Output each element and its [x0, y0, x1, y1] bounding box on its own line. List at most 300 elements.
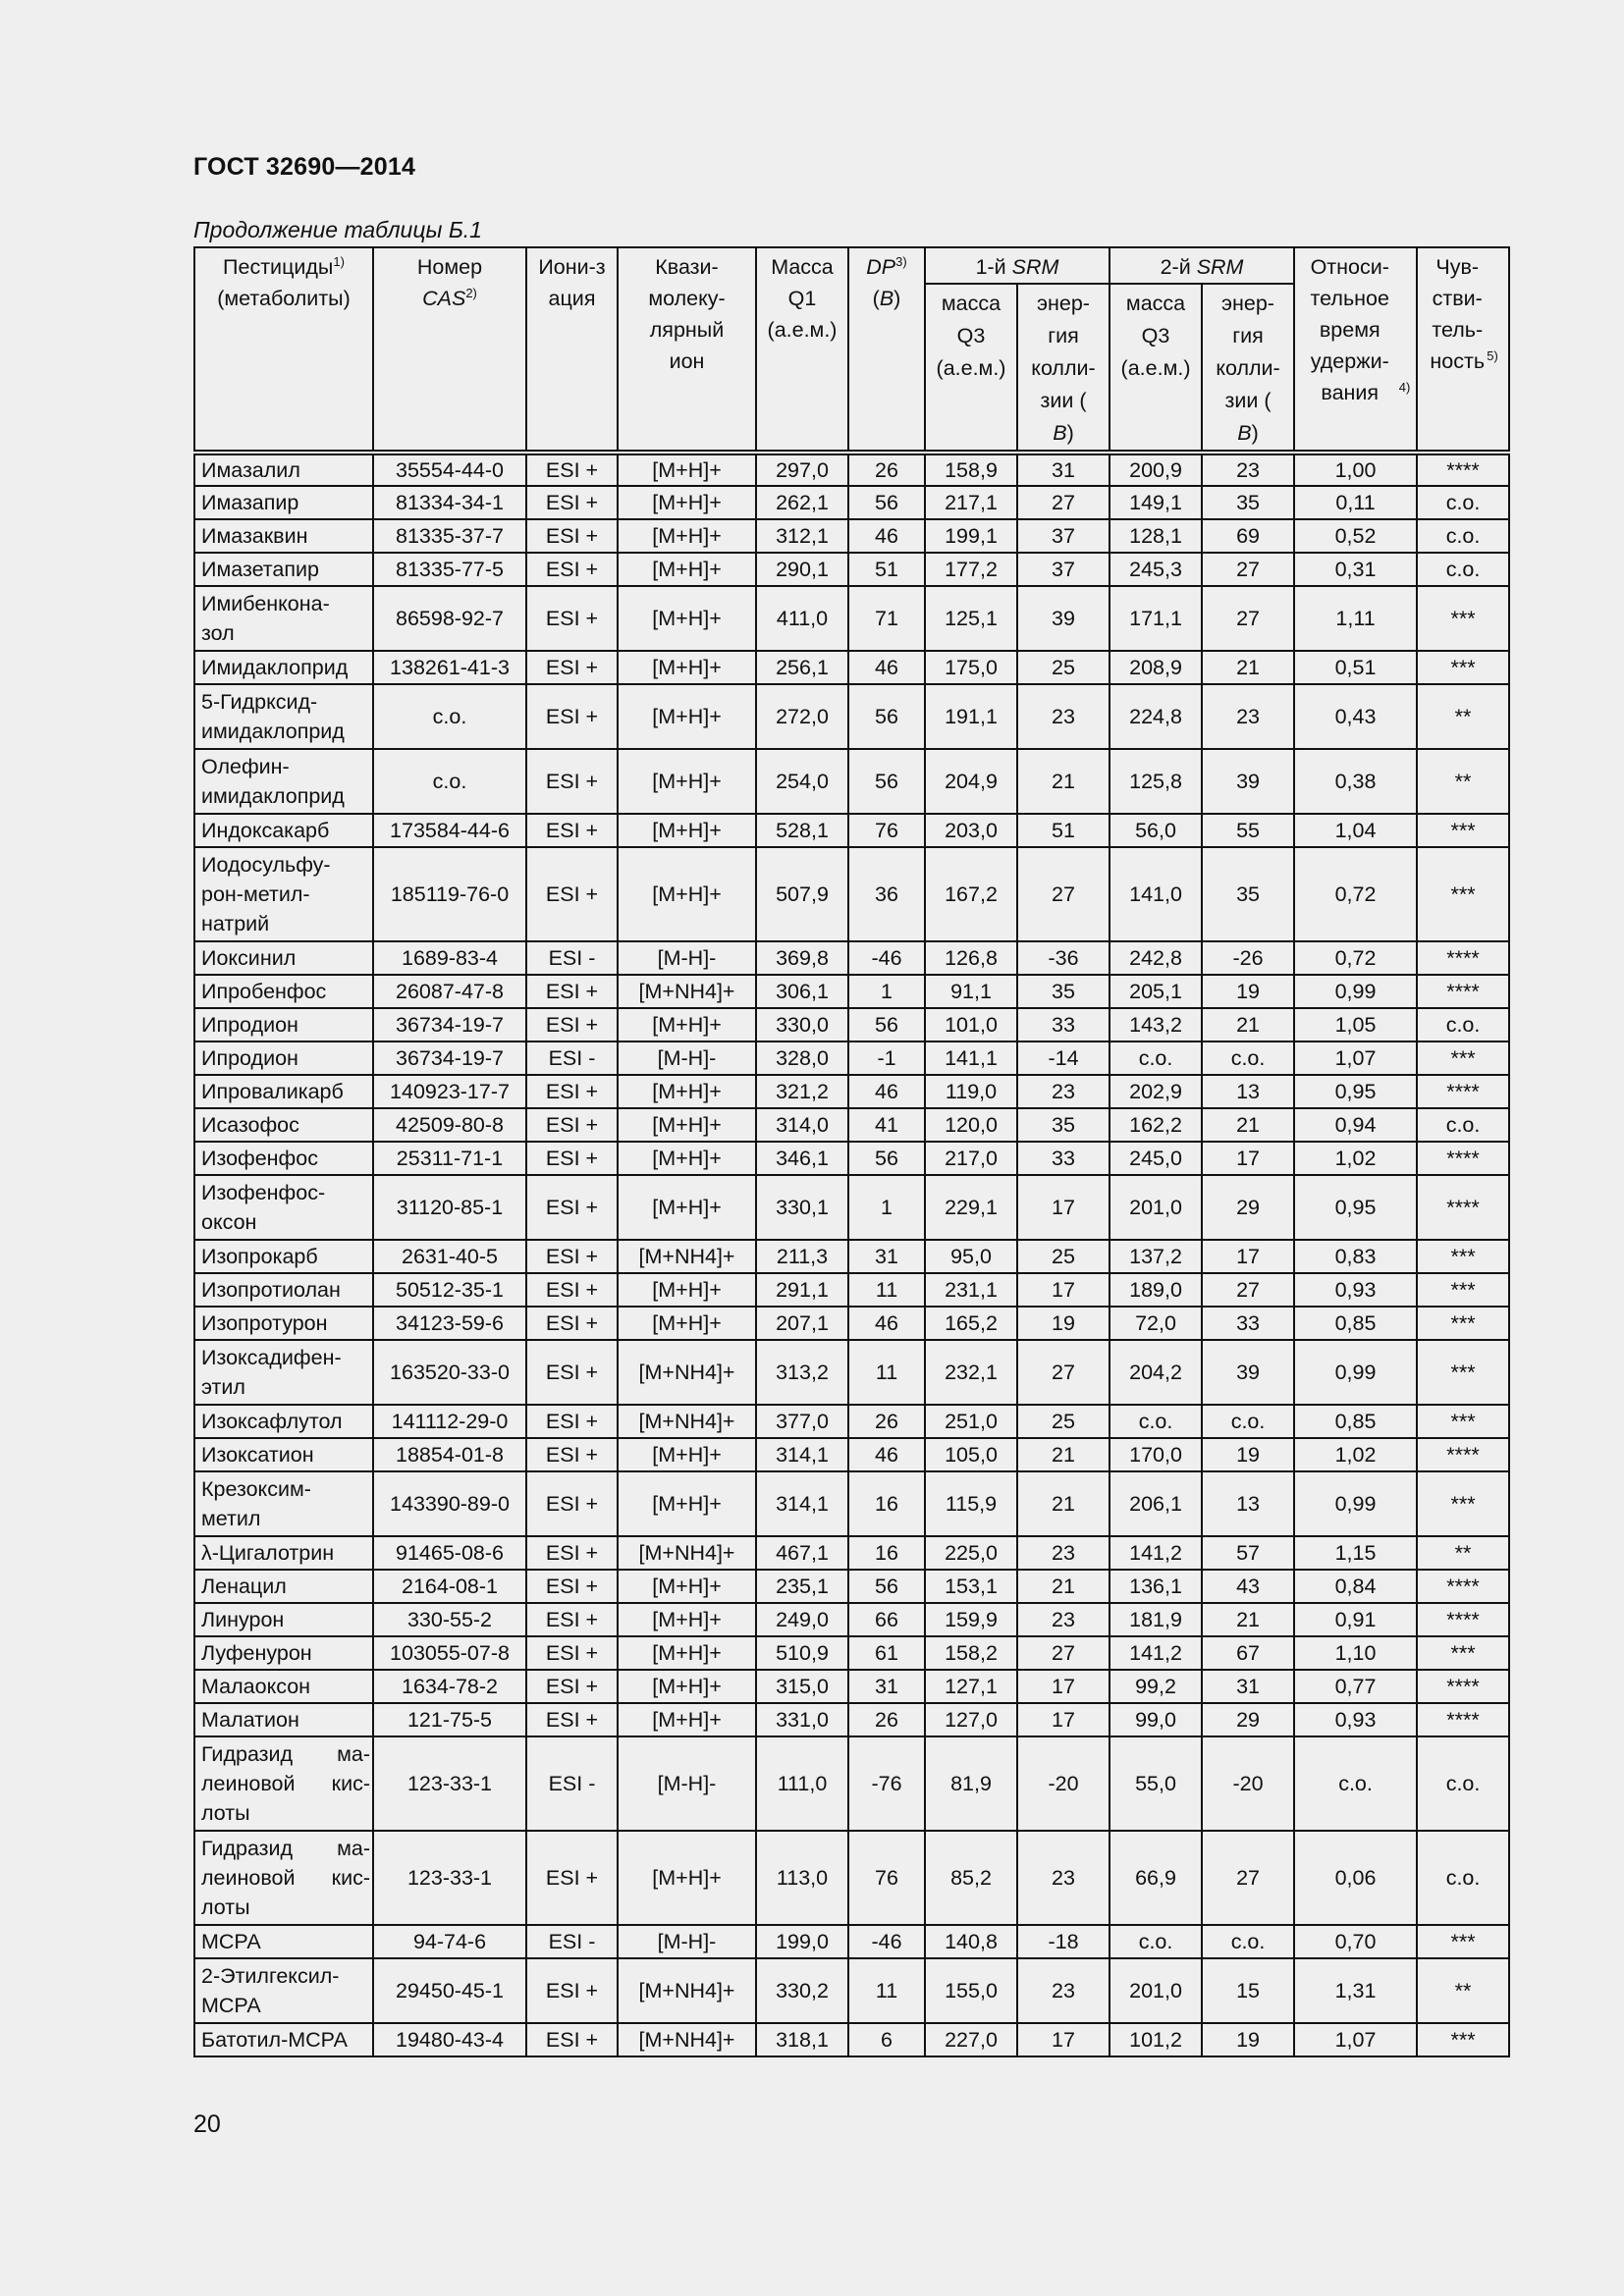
cell-sensitivity: c.o. — [1417, 519, 1509, 553]
cell-srm1-q3: 229,1 — [925, 1175, 1017, 1240]
cell-srm2-energy: 33 — [1202, 1307, 1294, 1340]
cell-pesticide-name: Имазапир — [194, 486, 373, 519]
cell-sensitivity: *** — [1417, 1636, 1509, 1670]
cell-quasi-ion: [M+H]+ — [618, 814, 756, 847]
cell-srm1-energy: 21 — [1017, 749, 1110, 814]
cell-q1-mass: 510,9 — [756, 1636, 848, 1670]
cell-srm1-q3: 126,8 — [925, 941, 1017, 975]
cell-dp-value: -76 — [848, 1736, 925, 1831]
cell-srm2-q3: 55,0 — [1110, 1736, 1202, 1831]
cell-srm2-energy: c.o. — [1202, 1041, 1294, 1075]
cell-pesticide-name — [194, 684, 373, 749]
cell-q1-mass: 256,1 — [756, 651, 848, 684]
table-row — [194, 1240, 1509, 1273]
cell-dp-value: 46 — [848, 1075, 925, 1108]
col-header-cas-abbr: CAS — [422, 287, 466, 310]
pesticide-name-line: имидаклоприд — [201, 720, 345, 743]
footnote-ref: 5) — [1487, 347, 1498, 363]
cell-dp-value: -1 — [848, 1041, 925, 1075]
cell-srm1-q3: 158,9 — [925, 453, 1017, 486]
table-header — [194, 247, 1509, 453]
cell-srm1-energy: 35 — [1017, 1108, 1110, 1142]
cell-srm1-q3: 81,9 — [925, 1736, 1017, 1831]
col-header-srm1 — [925, 247, 1110, 284]
cell-quasi-ion: [M+H]+ — [618, 1670, 756, 1703]
cell-srm2-q3: 141,0 — [1110, 847, 1202, 941]
cell-cas-number: 94-74-6 — [373, 1925, 526, 1958]
cell-pesticide-name: Изофенфос — [194, 1142, 373, 1175]
cell-sensitivity: **** — [1417, 1175, 1509, 1240]
cell-pesticide-name — [194, 847, 373, 941]
cell-cas-number: 42509-80-8 — [373, 1108, 526, 1142]
cell-dp-value: 76 — [848, 1831, 925, 1925]
col-header-srm2 — [1110, 247, 1294, 284]
cell-cas-number: 31120-85-1 — [373, 1175, 526, 1240]
table-row — [194, 1340, 1509, 1405]
cell-cas-number: 26087-47-8 — [373, 975, 526, 1008]
cell-srm1-energy: 25 — [1017, 1240, 1110, 1273]
cell-dp-value: 16 — [848, 1536, 925, 1570]
cell-srm1-energy: 27 — [1017, 1636, 1110, 1670]
cell-cas-number: 185119-76-0 — [373, 847, 526, 941]
col-header-pesticide — [194, 247, 373, 453]
table-row — [194, 1075, 1509, 1108]
cell-srm2-q3: 101,2 — [1110, 2023, 1202, 2056]
cell-sensitivity: **** — [1417, 1438, 1509, 1471]
cell-sensitivity: c.o. — [1417, 1008, 1509, 1041]
cell-ionization: ESI + — [526, 651, 618, 684]
cell-srm1-q3: 141,1 — [925, 1041, 1017, 1075]
cell-srm1-energy: 25 — [1017, 1405, 1110, 1438]
cell-srm1-q3: 85,2 — [925, 1831, 1017, 1925]
table-row — [194, 586, 1509, 651]
cell-pesticide-name: Ленацил — [194, 1570, 373, 1603]
cell-cas-number: 138261-41-3 — [373, 651, 526, 684]
unit-volt: B — [1237, 421, 1252, 445]
cell-srm1-energy: -18 — [1017, 1925, 1110, 1958]
cell-retention-time: 1,07 — [1294, 1041, 1417, 1075]
cell-pesticide-name: Изопротурон — [194, 1307, 373, 1340]
cell-retention-time: 0,93 — [1294, 1273, 1417, 1307]
pesticide-name-line: Гидразид ма- — [201, 1742, 370, 1766]
cell-srm2-energy: c.o. — [1202, 1925, 1294, 1958]
cell-sensitivity: *** — [1417, 651, 1509, 684]
cell-retention-time: 0,85 — [1294, 1307, 1417, 1340]
cell-ionization: ESI + — [526, 975, 618, 1008]
cell-quasi-ion: [M-H]- — [618, 1736, 756, 1831]
cell-ionization: ESI + — [526, 1240, 618, 1273]
cell-srm2-energy: 35 — [1202, 486, 1294, 519]
cell-cas-number: 34123-59-6 — [373, 1307, 526, 1340]
cell-retention-time: 1,10 — [1294, 1636, 1417, 1670]
cell-srm2-q3: c.o. — [1110, 1405, 1202, 1438]
cell-pesticide-name: Изопрокарб — [194, 1240, 373, 1273]
cell-srm1-q3: 159,9 — [925, 1603, 1017, 1636]
table-body — [194, 453, 1509, 2056]
pesticide-name-line: имидаклоприд — [201, 784, 345, 808]
cell-srm1-q3: 95,0 — [925, 1240, 1017, 1273]
cell-quasi-ion: [M+NH4]+ — [618, 1240, 756, 1273]
cell-cas-number: c.o. — [373, 684, 526, 749]
cell-retention-time: 0,38 — [1294, 749, 1417, 814]
cell-srm2-q3: 72,0 — [1110, 1307, 1202, 1340]
cell-srm1-q3: 227,0 — [925, 2023, 1017, 2056]
cell-retention-time: 0,43 — [1294, 684, 1417, 749]
cell-srm2-energy: c.o. — [1202, 1405, 1294, 1438]
cell-quasi-ion: [M+NH4]+ — [618, 1958, 756, 2023]
col-header-sensitivity — [1417, 247, 1509, 453]
cell-dp-value: 56 — [848, 486, 925, 519]
cell-srm2-q3: 200,9 — [1110, 453, 1202, 486]
cell-pesticide-name: Ипродион — [194, 1008, 373, 1041]
cell-srm1-energy: 21 — [1017, 1471, 1110, 1536]
cell-ionization: ESI + — [526, 1471, 618, 1536]
srm1-text: 1-й — [975, 255, 1012, 279]
cell-srm1-q3: 177,2 — [925, 553, 1017, 586]
cell-ionization: ESI + — [526, 814, 618, 847]
cell-sensitivity: *** — [1417, 1925, 1509, 1958]
table-row — [194, 1471, 1509, 1536]
cell-dp-value: 46 — [848, 1438, 925, 1471]
cell-dp-value: 26 — [848, 453, 925, 486]
cell-cas-number: 50512-35-1 — [373, 1273, 526, 1307]
cell-srm2-energy: 39 — [1202, 749, 1294, 814]
cell-q1-mass: 377,0 — [756, 1405, 848, 1438]
cell-q1-mass: 111,0 — [756, 1736, 848, 1831]
cell-srm2-q3: 189,0 — [1110, 1273, 1202, 1307]
unit-paren-open: ( — [872, 287, 880, 310]
cell-srm2-energy: -20 — [1202, 1736, 1294, 1831]
pesticide-name-line: Изофенфос- — [201, 1181, 326, 1204]
cell-q1-mass: 315,0 — [756, 1670, 848, 1703]
cell-retention-time: 0,72 — [1294, 941, 1417, 975]
cell-pesticide-name: Исазофос — [194, 1108, 373, 1142]
cell-q1-mass: 312,1 — [756, 519, 848, 553]
cell-ionization: ESI + — [526, 749, 618, 814]
cell-retention-time: 0,11 — [1294, 486, 1417, 519]
table-row — [194, 1703, 1509, 1736]
cell-srm2-energy: 69 — [1202, 519, 1294, 553]
cell-sensitivity: *** — [1417, 1471, 1509, 1536]
table-row — [194, 1670, 1509, 1703]
cell-cas-number: 2631-40-5 — [373, 1240, 526, 1273]
cell-srm1-q3: 105,0 — [925, 1438, 1017, 1471]
cell-pesticide-name — [194, 1958, 373, 2023]
footnote-ref: 1) — [333, 253, 345, 269]
cell-quasi-ion: [M+H]+ — [618, 1008, 756, 1041]
cell-srm1-q3: 232,1 — [925, 1340, 1017, 1405]
cell-srm2-q3: 143,2 — [1110, 1008, 1202, 1041]
cell-quasi-ion: [M+H]+ — [618, 1831, 756, 1925]
cell-pesticide-name — [194, 1736, 373, 1831]
cell-srm1-q3: 167,2 — [925, 847, 1017, 941]
cell-srm2-q3: 202,9 — [1110, 1075, 1202, 1108]
pesticide-name-line: МСРА — [201, 1994, 261, 2017]
cell-sensitivity: c.o. — [1417, 486, 1509, 519]
table-row — [194, 651, 1509, 684]
col-header-q1-mass — [756, 247, 848, 453]
cell-q1-mass: 297,0 — [756, 453, 848, 486]
cell-dp-value: 76 — [848, 814, 925, 847]
cell-quasi-ion: [M+H]+ — [618, 1636, 756, 1670]
pesticide-table — [193, 246, 1510, 2057]
cell-dp-value: 11 — [848, 1340, 925, 1405]
cell-srm1-energy: 37 — [1017, 553, 1110, 586]
pesticide-name-line: метил — [201, 1507, 261, 1530]
cell-srm2-q3: 224,8 — [1110, 684, 1202, 749]
cell-retention-time: 0,99 — [1294, 975, 1417, 1008]
q3-text: масса Q3 (а.е.м.) — [936, 292, 1006, 380]
cell-retention-time: 1,15 — [1294, 1536, 1417, 1570]
cell-srm1-q3: 125,1 — [925, 586, 1017, 651]
cell-pesticide-name: Имазалил — [194, 453, 373, 486]
cell-pesticide-name: λ-Цигалотрин — [194, 1536, 373, 1570]
cell-q1-mass: 318,1 — [756, 2023, 848, 2056]
cell-srm2-energy: 27 — [1202, 586, 1294, 651]
cell-pesticide-name — [194, 586, 373, 651]
col-header-srm2-energy — [1202, 284, 1294, 453]
cell-q1-mass: 331,0 — [756, 1703, 848, 1736]
cell-srm2-q3: c.o. — [1110, 1041, 1202, 1075]
cell-cas-number: 173584-44-6 — [373, 814, 526, 847]
cell-srm1-energy: 17 — [1017, 1670, 1110, 1703]
cell-srm2-energy: 57 — [1202, 1536, 1294, 1570]
cell-ionization: ESI + — [526, 1670, 618, 1703]
cell-srm2-energy: 35 — [1202, 847, 1294, 941]
cell-ionization: ESI + — [526, 2023, 618, 2056]
col-header-srm1-q3 — [925, 284, 1017, 453]
cell-sensitivity: *** — [1417, 1340, 1509, 1405]
cell-pesticide-name — [194, 1175, 373, 1240]
cell-srm2-q3: 208,9 — [1110, 651, 1202, 684]
cell-sensitivity: c.o. — [1417, 553, 1509, 586]
cell-retention-time: 1,04 — [1294, 814, 1417, 847]
cell-srm1-q3: 155,0 — [925, 1958, 1017, 2023]
cell-cas-number: 36734-19-7 — [373, 1041, 526, 1075]
cell-cas-number: 141112-29-0 — [373, 1405, 526, 1438]
cell-sensitivity: ** — [1417, 684, 1509, 749]
cell-srm1-energy: 17 — [1017, 1273, 1110, 1307]
cell-sensitivity: **** — [1417, 1703, 1509, 1736]
table-row — [194, 553, 1509, 586]
cell-ionization: ESI + — [526, 1075, 618, 1108]
cell-quasi-ion: [M+H]+ — [618, 1603, 756, 1636]
cell-srm2-energy: 29 — [1202, 1703, 1294, 1736]
cell-dp-value: 6 — [848, 2023, 925, 2056]
cell-retention-time: 0,51 — [1294, 651, 1417, 684]
cell-srm1-q3: 91,1 — [925, 975, 1017, 1008]
cell-srm1-energy: 31 — [1017, 453, 1110, 486]
cell-quasi-ion: [M+H]+ — [618, 1307, 756, 1340]
cell-q1-mass: 313,2 — [756, 1340, 848, 1405]
cell-pesticide-name: Ипроваликарб — [194, 1075, 373, 1108]
cell-quasi-ion: [M-H]- — [618, 1041, 756, 1075]
cell-ionization: ESI + — [526, 1636, 618, 1670]
table-row — [194, 684, 1509, 749]
cell-srm1-energy: 37 — [1017, 519, 1110, 553]
cell-retention-time: c.o. — [1294, 1736, 1417, 1831]
pesticide-name-line: 2-Этилгексил- — [201, 1964, 340, 1988]
cell-srm1-q3: 165,2 — [925, 1307, 1017, 1340]
cell-retention-time: 0,72 — [1294, 847, 1417, 941]
cell-q1-mass: 467,1 — [756, 1536, 848, 1570]
cell-srm2-q3: 162,2 — [1110, 1108, 1202, 1142]
cell-cas-number: 86598-92-7 — [373, 586, 526, 651]
cell-dp-value: 36 — [848, 847, 925, 941]
cell-sensitivity: ** — [1417, 1958, 1509, 2023]
col-header-rt-text: Относи-тельное время удержи-вания — [1310, 255, 1389, 404]
cell-ionization: ESI + — [526, 553, 618, 586]
col-header-srm1-energy — [1017, 284, 1110, 453]
cell-srm2-energy: 43 — [1202, 1570, 1294, 1603]
cell-pesticide-name: Имидаклоприд — [194, 651, 373, 684]
cell-srm1-q3: 115,9 — [925, 1471, 1017, 1536]
cell-dp-value: 26 — [848, 1405, 925, 1438]
cell-retention-time: 0,85 — [1294, 1405, 1417, 1438]
cell-srm1-q3: 127,1 — [925, 1670, 1017, 1703]
cell-ionization: ESI + — [526, 684, 618, 749]
cell-retention-time: 0,77 — [1294, 1670, 1417, 1703]
cell-q1-mass: 346,1 — [756, 1142, 848, 1175]
cell-dp-value: 26 — [848, 1703, 925, 1736]
pesticide-name-line: лоты — [201, 1896, 250, 1919]
cell-srm1-q3: 251,0 — [925, 1405, 1017, 1438]
cell-srm1-energy: 27 — [1017, 1340, 1110, 1405]
cell-retention-time: 0,31 — [1294, 553, 1417, 586]
table-row — [194, 941, 1509, 975]
cell-q1-mass: 291,1 — [756, 1273, 848, 1307]
col-header-srm2-q3 — [1110, 284, 1202, 453]
footnote-ref: 4) — [1398, 379, 1411, 395]
cell-pesticide-name — [194, 1471, 373, 1536]
cell-srm1-energy: 19 — [1017, 1307, 1110, 1340]
table-row — [194, 1636, 1509, 1670]
cell-srm1-energy: -36 — [1017, 941, 1110, 975]
cell-srm2-energy: 29 — [1202, 1175, 1294, 1240]
cell-srm1-energy: 17 — [1017, 2023, 1110, 2056]
cell-cas-number: 1689-83-4 — [373, 941, 526, 975]
cell-srm2-energy: 39 — [1202, 1340, 1294, 1405]
unit-paren-close: ) — [1066, 421, 1074, 445]
cell-quasi-ion: [M+H]+ — [618, 1075, 756, 1108]
cell-srm2-energy: -26 — [1202, 941, 1294, 975]
cell-quasi-ion: [M+H]+ — [618, 486, 756, 519]
cell-dp-value: 56 — [848, 684, 925, 749]
cell-ionization: ESI + — [526, 1175, 618, 1240]
cell-srm1-q3: 119,0 — [925, 1075, 1017, 1108]
cell-sensitivity: *** — [1417, 1307, 1509, 1340]
cell-q1-mass: 507,9 — [756, 847, 848, 941]
cell-q1-mass: 321,2 — [756, 1075, 848, 1108]
cell-srm2-energy: 27 — [1202, 553, 1294, 586]
col-header-quasi-ion — [618, 247, 756, 453]
cell-srm1-q3: 120,0 — [925, 1108, 1017, 1142]
cell-quasi-ion: [M+NH4]+ — [618, 2023, 756, 2056]
cell-srm1-energy: 23 — [1017, 1958, 1110, 2023]
cell-dp-value: 46 — [848, 651, 925, 684]
cell-q1-mass: 369,8 — [756, 941, 848, 975]
col-header-quasi-ion-text: Квази-молеку-лярный ион — [648, 255, 726, 373]
col-header-sens-text: Чув-стви-тель-ность — [1430, 255, 1486, 373]
col-header-cas-text: Номер — [416, 255, 483, 279]
cell-quasi-ion: [M+H]+ — [618, 519, 756, 553]
cell-pesticide-name: Малатион — [194, 1703, 373, 1736]
cell-srm2-energy: 31 — [1202, 1670, 1294, 1703]
cell-retention-time: 0,52 — [1294, 519, 1417, 553]
cell-srm1-energy: 23 — [1017, 1075, 1110, 1108]
cell-srm1-energy: 39 — [1017, 586, 1110, 651]
cell-srm1-energy: 27 — [1017, 486, 1110, 519]
pesticide-name-line: 5-Гидрксид- — [201, 690, 318, 714]
cell-srm1-energy: 17 — [1017, 1703, 1110, 1736]
cell-pesticide-name: Имазетапир — [194, 553, 373, 586]
cell-pesticide-name — [194, 1831, 373, 1925]
cell-sensitivity: *** — [1417, 586, 1509, 651]
cell-pesticide-name — [194, 749, 373, 814]
cell-dp-value: 31 — [848, 1240, 925, 1273]
table-row — [194, 1536, 1509, 1570]
cell-pesticide-name: Линурон — [194, 1603, 373, 1636]
cell-retention-time: 0,70 — [1294, 1925, 1417, 1958]
cell-srm1-q3: 127,0 — [925, 1703, 1017, 1736]
cell-srm2-q3: 137,2 — [1110, 1240, 1202, 1273]
srm1-abbr: SRM — [1011, 255, 1059, 279]
cell-cas-number: 36734-19-7 — [373, 1008, 526, 1041]
unit-volt: B — [879, 287, 894, 310]
cell-srm1-energy: 33 — [1017, 1008, 1110, 1041]
cell-pesticide-name: Батотил-МСРА — [194, 2023, 373, 2056]
cell-quasi-ion: [M+H]+ — [618, 684, 756, 749]
cell-srm1-q3: 203,0 — [925, 814, 1017, 847]
cell-sensitivity: *** — [1417, 814, 1509, 847]
cell-srm2-q3: 201,0 — [1110, 1958, 1202, 2023]
cell-ionization: ESI + — [526, 486, 618, 519]
cell-srm2-q3: 245,0 — [1110, 1142, 1202, 1175]
cell-q1-mass: 272,0 — [756, 684, 848, 749]
cell-retention-time: 0,91 — [1294, 1603, 1417, 1636]
cell-pesticide-name: МСРА — [194, 1925, 373, 1958]
cell-cas-number: 1634-78-2 — [373, 1670, 526, 1703]
cell-srm2-q3: 56,0 — [1110, 814, 1202, 847]
cell-cas-number: 123-33-1 — [373, 1736, 526, 1831]
cell-ionization: ESI + — [526, 1438, 618, 1471]
cell-sensitivity: c.o. — [1417, 1831, 1509, 1925]
cell-srm2-energy: 15 — [1202, 1958, 1294, 2023]
cell-quasi-ion: [M-H]- — [618, 941, 756, 975]
cell-quasi-ion: [M+H]+ — [618, 1703, 756, 1736]
cell-dp-value: 41 — [848, 1108, 925, 1142]
cell-srm2-q3: 66,9 — [1110, 1831, 1202, 1925]
cell-ionization: ESI + — [526, 1307, 618, 1340]
cell-q1-mass: 330,1 — [756, 1175, 848, 1240]
cell-sensitivity: *** — [1417, 1405, 1509, 1438]
cell-srm2-q3: 245,3 — [1110, 553, 1202, 586]
cell-ionization: ESI + — [526, 1831, 618, 1925]
cell-cas-number: 143390-89-0 — [373, 1471, 526, 1536]
cell-srm1-energy: 23 — [1017, 684, 1110, 749]
cell-sensitivity: **** — [1417, 1570, 1509, 1603]
cell-q1-mass: 330,2 — [756, 1958, 848, 2023]
cell-retention-time: 0,93 — [1294, 1703, 1417, 1736]
cell-cas-number: 140923-17-7 — [373, 1075, 526, 1108]
cell-srm2-energy: 13 — [1202, 1471, 1294, 1536]
cell-quasi-ion: [M+NH4]+ — [618, 1340, 756, 1405]
cell-srm1-q3: 153,1 — [925, 1570, 1017, 1603]
cell-dp-value: 56 — [848, 1570, 925, 1603]
pesticide-name-line: леиновой кис- — [201, 1866, 370, 1890]
table-row — [194, 1736, 1509, 1831]
cell-srm2-energy: 21 — [1202, 1108, 1294, 1142]
